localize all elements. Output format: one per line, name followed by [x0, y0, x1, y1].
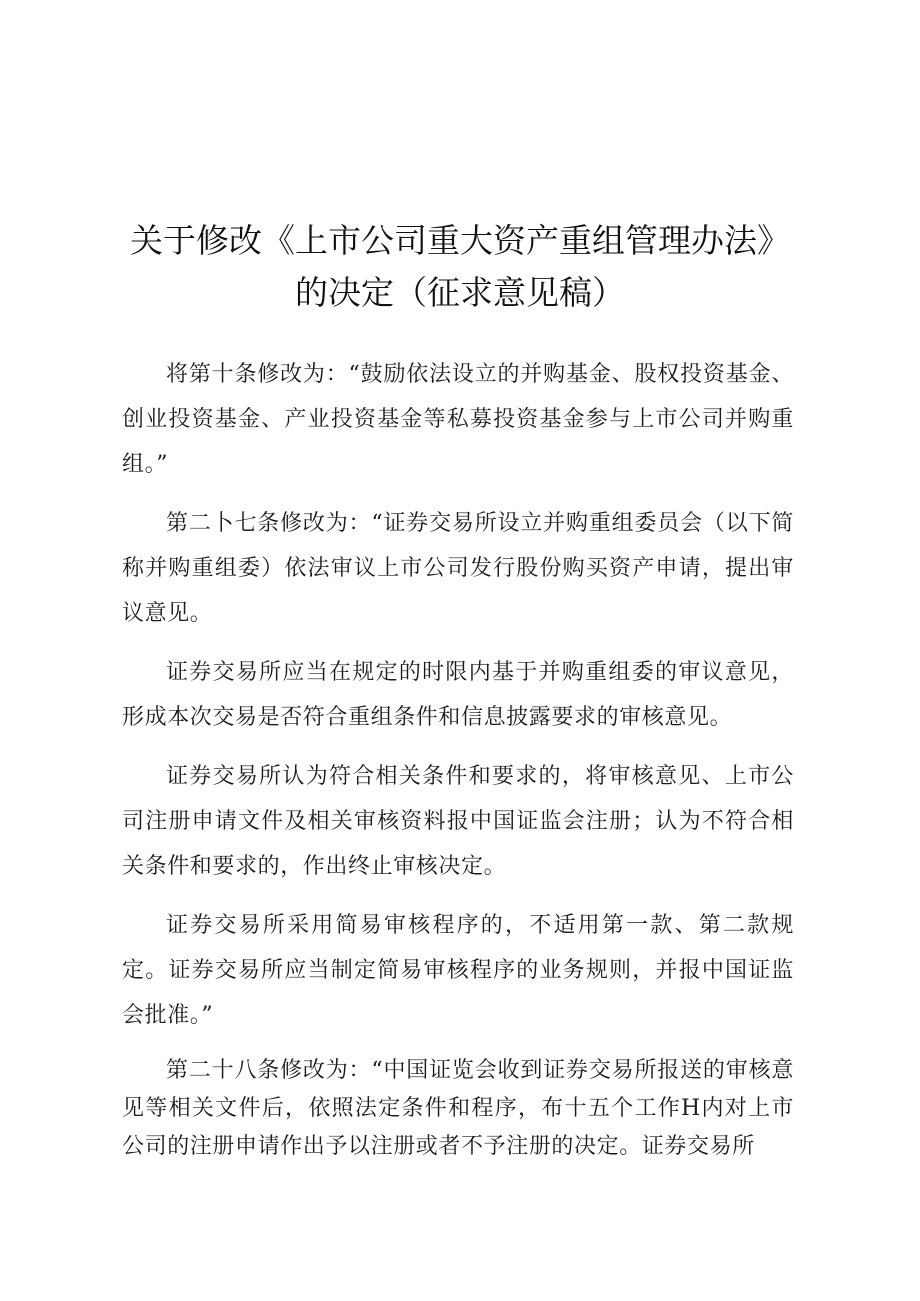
title-line-1: 关于修改《上市公司重大资产重组管理办法》	[130, 221, 790, 260]
paragraph-simple-review: 证券交易所采用简易审核程序的，不适用第一款、第二款规定。证券交易所应当制定简易审核程序的业务规则，并报中国证监会批准。”	[122, 913, 794, 1028]
paragraph-article-10: 将第十条修改为：“鼓励依法设立的并购基金、股权投资基金、创业投资基金、产业投资基金等私募投资基金参与上市公司并购重组。”	[122, 362, 794, 477]
document-title	[110, 215, 810, 319]
paragraph-article-28: 第二十八条修改为：“中国证览会收到证券交易所报送的审核意见等相关文件后，依照法定条件和程序，布十五个工作H内对上市公司的注册申请作出予以注册或者不予注册的决定。证券交易所	[122, 1058, 794, 1159]
paragraph-article-27: 第二卜七条修改为：“证券交易所设立并购重组委员会（以下简称并购重组委）依法审议上市公司发行股份购买资产申请，提出审议意见。	[122, 511, 794, 626]
title-line-2: 的决定（征求意见稿）	[295, 273, 625, 312]
paragraph-review-opinion: 证券交易所应当在规定的时限内基于并购重组委的审议意见，形成本次交易是否符合重组条件和信息披露要求的审核意见。	[122, 660, 794, 730]
document-body	[122, 352, 794, 1180]
paragraph-registration: 证券交易所认为符合相关条件和要求的，将审核意见、上市公司注册申请文件及相关审核资料报中国证监会注册；认为不符合相关条件和要求的，作出终止审核决定。	[122, 764, 794, 879]
